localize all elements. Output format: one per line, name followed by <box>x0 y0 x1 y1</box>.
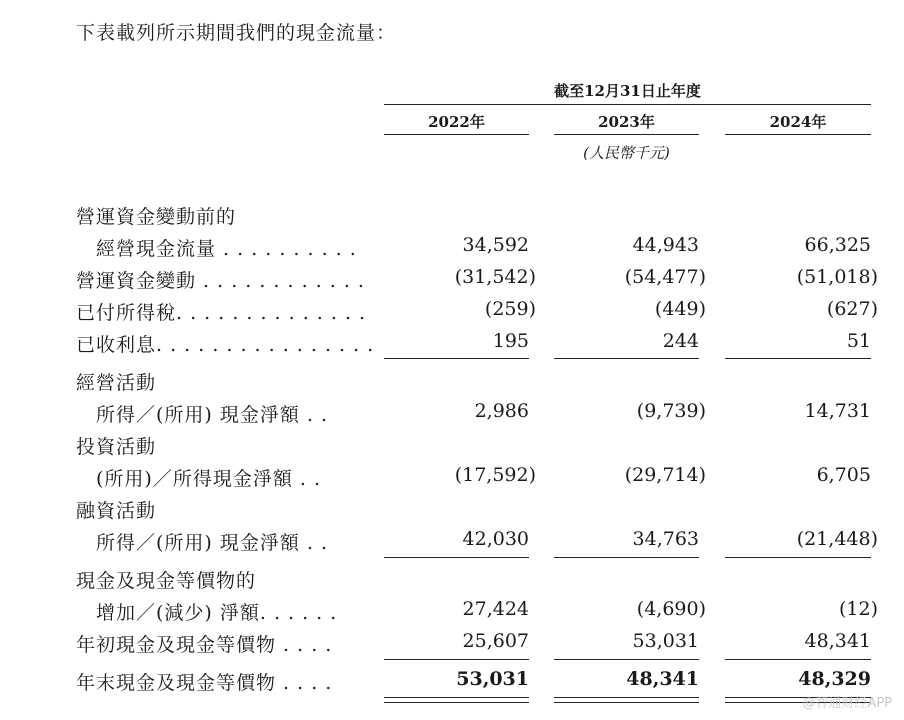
total-rule <box>554 659 699 660</box>
row-label: 年初現金及現金等價物 . . . . <box>76 634 333 656</box>
cell-2022: 25,607 <box>462 630 529 652</box>
period-header: 截至12月31日止年度 <box>554 82 701 100</box>
subtotal-rule <box>554 557 699 558</box>
row-label-total: 年末現金及現金等價物 . . . . <box>76 672 333 694</box>
cell-2023: 34,763 <box>632 528 699 550</box>
cell-2022: 2,986 <box>474 400 529 422</box>
double-rule-top <box>554 697 699 698</box>
unit-label: (人民幣千元) <box>583 144 670 162</box>
cell-2023: (4,690) <box>636 598 706 620</box>
cell-2023: (54,477) <box>624 266 706 288</box>
cell-2022: (17,592) <box>454 464 536 486</box>
double-rule-top <box>384 697 529 698</box>
subtotal-rule <box>384 358 529 359</box>
row-label: 所得／(所用) 現金淨額 . . <box>96 404 329 426</box>
row-label: 現金及現金等價物的 <box>76 570 257 592</box>
row-label: 營運資金變動 . . . . . . . . . . . . <box>76 270 365 292</box>
cell-2024: (21,448) <box>796 528 878 550</box>
year-header-2022: 2022年 <box>428 113 485 131</box>
total-rule <box>725 659 871 660</box>
row-label: 經營現金流量 . . . . . . . . . . <box>96 238 357 260</box>
subtotal-rule <box>725 557 871 558</box>
row-label: 營運資金變動前的 <box>76 206 237 228</box>
header-rule <box>384 104 871 105</box>
cell-2023-total: 48,341 <box>626 668 699 690</box>
year-header-2023: 2023年 <box>598 113 655 131</box>
row-label: (所用)／所得現金淨額 . . <box>96 468 321 490</box>
row-label: 經營活動 <box>76 372 157 394</box>
cell-2024: (12) <box>838 598 878 620</box>
year-rule-2023 <box>554 134 699 135</box>
subtotal-rule <box>384 557 529 558</box>
row-label: 已付所得稅. . . . . . . . . . . . . . <box>76 302 367 324</box>
cell-2024: (627) <box>826 298 878 320</box>
total-rule <box>384 659 529 660</box>
cell-2024: (51,018) <box>796 266 878 288</box>
watermark: @智通财经APP <box>802 696 892 711</box>
subtotal-rule <box>725 358 871 359</box>
year-header-2024: 2024年 <box>769 113 827 131</box>
double-rule-bottom <box>554 702 699 703</box>
cell-2023: (9,739) <box>636 400 706 422</box>
cell-2022: 42,030 <box>462 528 529 550</box>
row-label: 投資活動 <box>76 436 157 458</box>
cell-2023: (29,714) <box>624 464 706 486</box>
year-rule-2022 <box>384 134 529 135</box>
cell-2024: 51 <box>846 330 871 352</box>
row-label: 融資活動 <box>76 500 157 522</box>
row-label: 已收利息. . . . . . . . . . . . . . . . <box>76 334 375 356</box>
cell-2023: 44,943 <box>632 234 699 256</box>
cell-2022-total: 53,031 <box>456 668 529 690</box>
cell-2022: 34,592 <box>462 234 529 256</box>
cell-2024: 48,341 <box>804 630 871 652</box>
cell-2023: 53,031 <box>632 630 699 652</box>
cell-2024: 14,731 <box>804 400 871 422</box>
cell-2024-total: 48,329 <box>798 668 871 690</box>
cell-2022: 27,424 <box>462 598 529 620</box>
cell-2022: (31,542) <box>454 266 536 288</box>
cell-2023: (449) <box>654 298 706 320</box>
cell-2022: 195 <box>492 330 529 352</box>
cell-2024: 6,705 <box>816 464 871 486</box>
row-label: 所得／(所用) 現金淨額 . . <box>96 532 329 554</box>
cell-2022: (259) <box>484 298 536 320</box>
double-rule-bottom <box>384 702 529 703</box>
cell-2024: 66,325 <box>804 234 871 256</box>
year-rule-2024 <box>725 134 871 135</box>
cell-2023: 244 <box>662 330 699 352</box>
subtotal-rule <box>554 358 699 359</box>
row-label: 增加／(減少) 淨額. . . . . . <box>96 602 338 624</box>
intro-text: 下表載列所示期間我們的現金流量： <box>76 22 397 44</box>
